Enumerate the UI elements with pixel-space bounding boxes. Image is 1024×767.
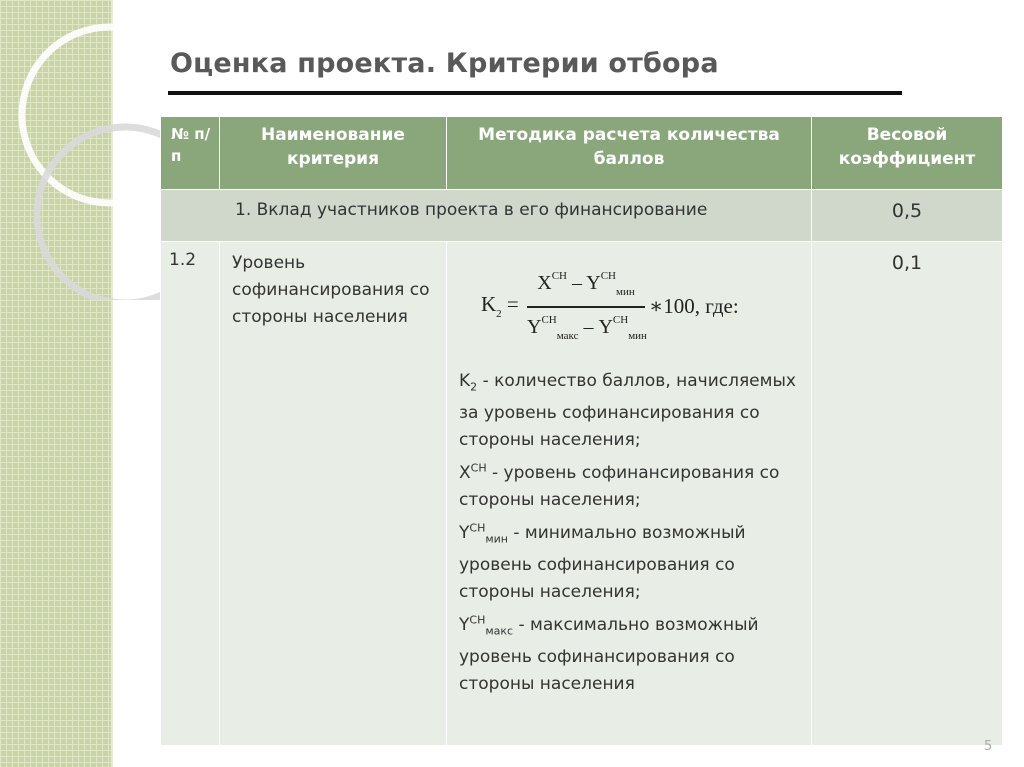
row-name: Уровень софинансирования со стороны населения	[220, 242, 447, 746]
desc-k: $K_2$ - количество баллов, начисляемых за уровень софинансирования со стороны населения;	[459, 371, 796, 451]
formula-rhs: ∗100, где:	[649, 294, 739, 318]
row-num: 1.2	[161, 242, 220, 746]
criteria-table	[160, 116, 1003, 746]
slide-title: Оценка проекта. Критерии отбора	[170, 48, 719, 79]
header-method: Методика расчета количества баллов	[447, 117, 812, 190]
desc-ymax: $Y^{CH}_{макс}$ - максимально возможный уровень софинансирования со стороны населения	[459, 613, 759, 695]
formula-numerator: $X^{CH} - Y^{CH}_{мин}$	[537, 270, 635, 298]
desc-ymin: $Y^{CH}_{мин}$ - минимально возможный уровень софинансирования со стороны населения;	[459, 521, 746, 603]
header-weight: Весовой коэффициент	[812, 117, 1003, 190]
decorative-circles	[0, 0, 160, 300]
title-underline	[168, 91, 902, 95]
row-weight: 0,1	[812, 242, 1003, 746]
table-row	[161, 242, 1003, 746]
group-weight: 0,5	[812, 190, 1003, 242]
fraction-bar	[527, 306, 645, 308]
formula-description	[457, 368, 801, 698]
formula-denominator: $Y^{CH}_{макс} - Y^{CH}_{мин}$	[527, 314, 647, 342]
formula-lhs: $K_2$ =	[481, 292, 519, 320]
desc-x: $X^{CH}$ - уровень софинансирования со стороны населения;	[459, 461, 780, 511]
formula	[457, 242, 801, 362]
table-header-row	[161, 117, 1003, 190]
page-number: 5	[984, 739, 993, 754]
group-label: 1. Вклад участников проекта в его финансирование	[161, 190, 812, 242]
group-row	[161, 190, 1003, 242]
header-num: № п/п	[161, 117, 220, 190]
row-method	[447, 242, 812, 746]
header-name: Наименование критерия	[220, 117, 447, 190]
